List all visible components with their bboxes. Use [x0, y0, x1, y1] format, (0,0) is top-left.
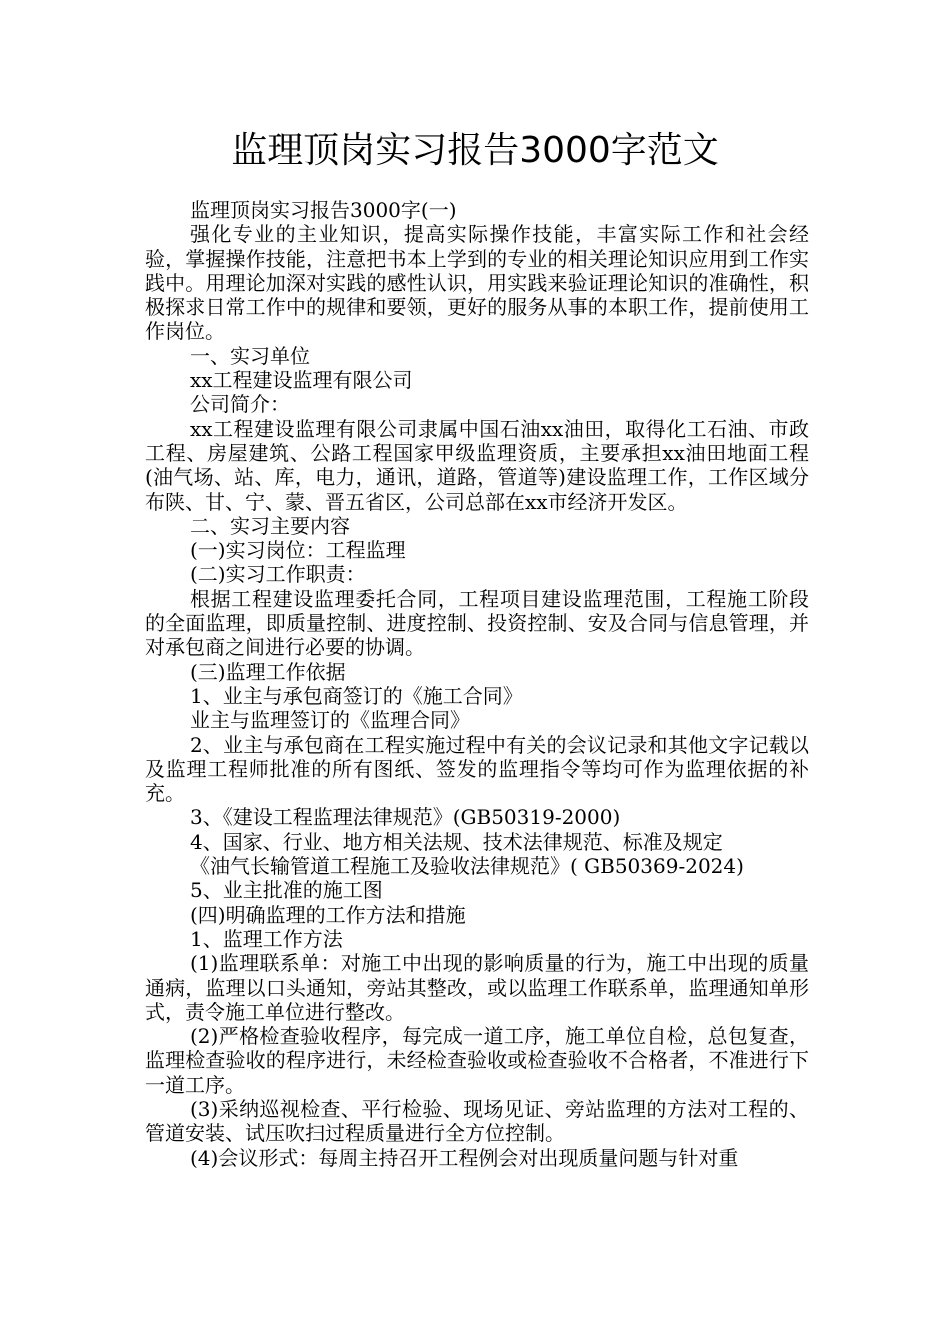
- paragraph-method-patrol: (3)采纳巡视检查、平行检验、现场见证、旁站监理的方法对工程的、管道安装、试压吹扫过程质量进行全方位控制。: [145, 1096, 809, 1146]
- paragraph-basis-1b: 业主与监理签订的《监理合同》: [190, 708, 470, 733]
- paragraph-method-contact-sheet: (1)监理联系单：对施工中出现的影响质量的行为，施工中出现的质量通病，监理以口头通知，旁站其整改，或以监理工作联系单，监理通知单形式，责令施工单位进行整改。: [145, 951, 809, 1024]
- section-heading-internship-unit: 一、实习单位: [190, 343, 310, 368]
- paragraph-duties: 根据工程建设监理委托合同，工程项目建设监理范围，工程施工阶段的全面监理，即质量控制、进度控制、投资控制、安及合同与信息管理，并对承包商之间进行必要的协调。: [145, 586, 809, 660]
- paragraph-intro: 强化专业的主业知识，提高实际操作技能，丰富实际工作和社会经验，掌握操作技能，注意把书本上学到的专业的相关理论知识应用到工作实践中。用理论加深对实践的感性认识，用实践来验证理论知识的准确性，积极探求日常工作中的规律和要领，更好的服务从事的本职工作，提前使用工作岗位。: [145, 222, 809, 344]
- paragraph-report-heading: 监理顶岗实习报告3000字(一): [190, 198, 457, 222]
- paragraph-basis-4: 4、国家、行业、地方相关法规、技术法律规范、标准及规定: [190, 829, 723, 854]
- paragraph-basis-2: 2、业主与承包商在工程实施过程中有关的会议记录和其他文字记载以及监理工程师批准的所有图纸、签发的监理指令等均可作为监理依据的补充。: [145, 732, 809, 806]
- document-body: [145, 198, 809, 1170]
- section-heading-main-content: 二、实习主要内容: [190, 513, 350, 538]
- document-title: 监理顶岗实习报告3000字范文: [231, 130, 719, 171]
- paragraph-company-intro-label: 公司简介：: [190, 392, 290, 417]
- paragraph-basis-5: 5、业主批准的施工图: [190, 878, 383, 903]
- paragraph-basis-heading: (三)监理工作依据: [190, 659, 346, 684]
- paragraph-methods-heading: (四)明确监理的工作方法和措施: [190, 902, 466, 927]
- paragraph-methods-1: 1、监理工作方法: [190, 926, 343, 951]
- paragraph-company-name: xx工程建设监理有限公司: [190, 368, 413, 393]
- paragraph-basis-3: 3、《建设工程监理法律规范》(GB50319-2000): [190, 805, 621, 830]
- paragraph-method-meeting: (4)会议形式：每周主持召开工程例会对出现质量问题与针对重: [190, 1145, 739, 1170]
- paragraph-basis-1: 1、业主与承包商签订的《施工合同》: [190, 683, 523, 708]
- paragraph-position: (一)实习岗位：工程监理: [190, 538, 406, 563]
- paragraph-method-inspection: (2)严格检查验收程序，每完成一道工序，施工单位自检，总包复查，监理检查验收的程序进行，未经检查验收或检查验收不合格者，不准进行下一道工序。: [145, 1024, 809, 1097]
- paragraph-duties-label: (二)实习工作职责：: [190, 562, 366, 587]
- paragraph-company-description: xx工程建设监理有限公司隶属中国石油xx油田，取得化工石油、市政工程、房屋建筑、公路工程国家甲级监理资质，主要承担xx油田地面工程(油气场、站、库，电力，通讯，道路，管道等)建设监理工作，工作区域分布陕、甘、宁、蒙、晋五省区，公司总部在xx市经济开发区。: [145, 416, 809, 514]
- paragraph-basis-4b: 《油气长输管道工程施工及验收法律规范》( GB50369-2024): [190, 854, 744, 879]
